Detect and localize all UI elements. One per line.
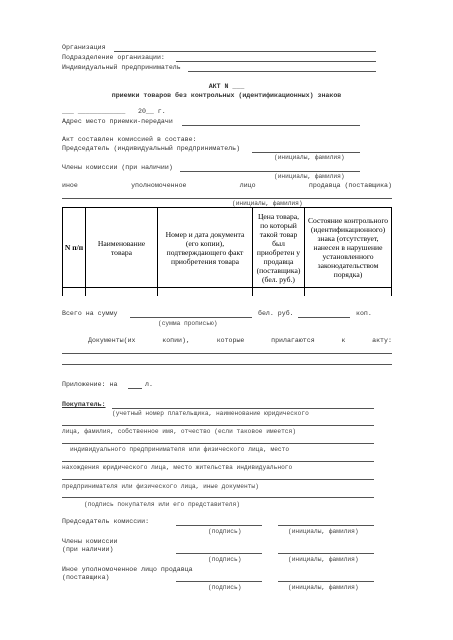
- kop-label: коп.: [356, 310, 372, 317]
- other-person-line: [62, 198, 392, 199]
- buyer-label: Покупатель:: [62, 401, 106, 408]
- col-price: Цена товара, по который такой товар был приобретен у продавца (поставщика) (бел. руб.): [253, 208, 305, 288]
- chairman-label: Председатель (индивидуальный предприниматель): [62, 145, 241, 152]
- docs-word-3: которые: [216, 337, 245, 344]
- sum-hint: (сумма прописью): [158, 320, 218, 327]
- col-document: Номер и дата документа (его копии), подтверждающего факт приобретения товара: [158, 208, 253, 288]
- date-blank: ___ ____________: [62, 108, 126, 115]
- kop-line: [298, 317, 350, 318]
- sig-members-sign-line: [176, 553, 262, 554]
- address-line: [182, 125, 360, 126]
- other-word-1: иное: [62, 182, 78, 189]
- entrepreneur-label: Индивидуальный предприниматель: [62, 64, 181, 71]
- buyer-line-2: [62, 443, 374, 444]
- sig-other-label-2: (поставщика): [62, 574, 110, 581]
- sig-other-sign-hint: (подпись): [208, 584, 242, 591]
- col-goods-name: Наименование товара: [86, 208, 158, 288]
- members-label: Члены комиссии (при наличии): [62, 164, 173, 171]
- address-label: Адрес место приемки-передачи: [62, 118, 173, 125]
- members-line: [180, 171, 360, 172]
- docs-word-6: акту:: [372, 337, 392, 344]
- buyer-line-1: [62, 425, 374, 426]
- documents-line-1: [62, 353, 392, 354]
- buyer-line-4: [62, 479, 374, 480]
- act-number: АКТ N ___: [208, 83, 245, 90]
- goods-table: [62, 207, 392, 296]
- sig-chairman-sign-line: [176, 525, 262, 526]
- buyer-hint-5: предпринимателя или физического лица, иные документы): [62, 483, 259, 490]
- chairman-initials-hint: (инициалы, фамилия): [274, 154, 345, 161]
- table-row: [63, 288, 392, 297]
- other-word-2: уполномоченное: [131, 182, 187, 189]
- docs-word-4: прилагаются: [271, 337, 315, 344]
- other-person-row: [62, 182, 392, 190]
- sig-chairman-label: Председатель комиссии:: [62, 518, 150, 525]
- date-year: 20__ г.: [138, 108, 166, 115]
- act-subject: приемки товаров без контрольных (идентификационных) знаков: [111, 92, 342, 99]
- currency-label: бел. руб.: [258, 310, 294, 317]
- other-word-3: лицо: [239, 182, 256, 189]
- sig-chairman-sign-hint: (подпись): [208, 528, 242, 535]
- sig-members-sign-hint: (подпись): [208, 556, 242, 563]
- table-header-row: [63, 208, 392, 288]
- sig-chairman-name-hint: (инициалы, фамилия): [288, 528, 359, 535]
- other-initials-hint: (инициалы, фамилия): [232, 200, 303, 207]
- sig-members-label-1: Члены комиссии: [62, 538, 118, 545]
- other-word-4: продавца (поставщика): [308, 182, 392, 189]
- buyer-line-3: [62, 461, 374, 462]
- sig-other-name-hint: (инициалы, фамилия): [288, 584, 359, 591]
- members-initials-hint: (инициалы, фамилия): [274, 173, 345, 180]
- sig-chairman-name-line: [278, 525, 374, 526]
- documents-row: [88, 337, 392, 345]
- attachment-line: [128, 388, 142, 389]
- buyer-hint-2: лица, фамилия, собственное имя, отчество (если таковое имеется): [62, 428, 296, 435]
- buyer-hint-4: нахождения юридического лица, место жительства индивидуального: [62, 464, 293, 471]
- docs-word-1: Документы(их: [88, 337, 136, 344]
- chairman-line: [252, 152, 360, 153]
- docs-word-5: к: [341, 337, 346, 344]
- sig-other-name-line: [278, 581, 374, 582]
- organization-line: [114, 51, 376, 52]
- col-number: N п/п: [63, 208, 86, 288]
- sig-other-label-1: Иное уполномоченное лицо продавца: [62, 566, 193, 573]
- buyer-line-5: [62, 497, 374, 498]
- sig-members-name-hint: (инициалы, фамилия): [288, 556, 359, 563]
- col-mark-state: Состояние контрольного (идентификационного) знака (отсутствует, нанесен в нарушение установленного законодательством порядка): [305, 208, 392, 288]
- sum-line: [130, 317, 252, 318]
- commission-label: Акт составлен комиссией в составе:: [62, 136, 197, 143]
- sig-members-label-2: (при наличии): [62, 546, 114, 553]
- attachment-suffix: л.: [145, 381, 153, 388]
- sig-other-sign-line: [176, 581, 262, 582]
- department-line: [176, 61, 376, 62]
- buyer-line-0: [112, 408, 374, 409]
- buyer-hint-6: (подпись покупателя или его представителя): [84, 501, 240, 508]
- buyer-hint-1: (учетный номер плательщика, наименование юридического: [112, 410, 309, 417]
- sig-members-name-line: [278, 553, 374, 554]
- docs-word-2: копии),: [162, 337, 190, 344]
- sum-label: Всего на сумму: [62, 310, 118, 317]
- department-label: Подразделение организации:: [62, 54, 165, 61]
- organization-label: Организация: [62, 44, 106, 51]
- documents-line-2: [62, 364, 392, 365]
- buyer-hint-3: индивидуального предпринимателя или физического лица, место: [70, 446, 290, 453]
- attachment-label: Приложение: на: [62, 381, 118, 388]
- entrepreneur-line: [188, 71, 376, 72]
